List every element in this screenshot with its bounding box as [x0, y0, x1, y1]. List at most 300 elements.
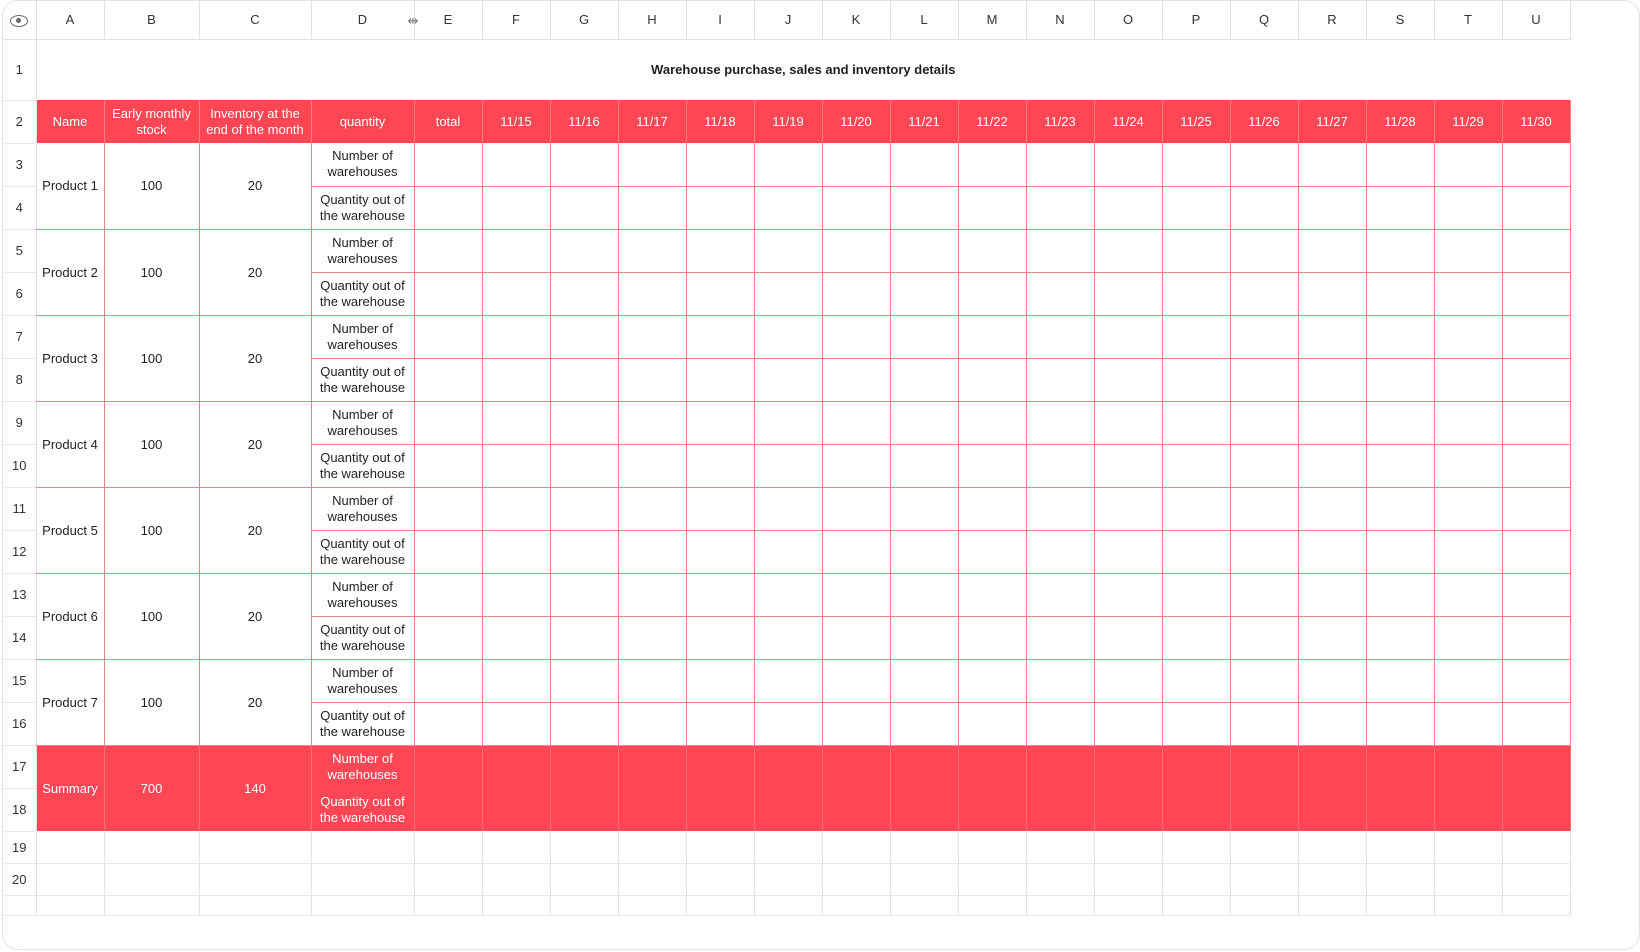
data-cell[interactable]	[1026, 315, 1094, 358]
empty-cell[interactable]	[754, 831, 822, 863]
data-cell[interactable]	[822, 444, 890, 487]
column-header[interactable]: J	[754, 1, 822, 39]
data-cell[interactable]	[618, 272, 686, 315]
summary-data-cell[interactable]	[958, 788, 1026, 831]
summary-data-cell[interactable]	[1026, 788, 1094, 831]
data-cell[interactable]	[890, 143, 958, 186]
data-cell[interactable]	[1026, 444, 1094, 487]
row-header[interactable]	[3, 895, 36, 915]
data-cell[interactable]	[550, 358, 618, 401]
data-cell[interactable]	[1298, 530, 1366, 573]
column-header[interactable]: A	[36, 1, 104, 39]
header-quantity[interactable]: quantity	[311, 100, 414, 143]
empty-cell[interactable]	[414, 863, 482, 895]
warehouse-out-label[interactable]: Quantity out of the warehouse	[311, 272, 414, 315]
data-cell[interactable]	[414, 401, 482, 444]
data-cell[interactable]	[1094, 401, 1162, 444]
column-header[interactable]: G	[550, 1, 618, 39]
empty-cell[interactable]	[686, 863, 754, 895]
data-cell[interactable]	[1434, 530, 1502, 573]
summary-early-cell[interactable]: 700	[104, 745, 199, 831]
data-cell[interactable]	[1026, 573, 1094, 616]
data-cell[interactable]	[1434, 315, 1502, 358]
row-header[interactable]: 8	[3, 358, 36, 401]
data-cell[interactable]	[1502, 229, 1570, 272]
data-cell[interactable]	[890, 530, 958, 573]
empty-cell[interactable]	[890, 895, 958, 915]
summary-data-cell[interactable]	[1230, 745, 1298, 788]
header-date[interactable]: 11/27	[1298, 100, 1366, 143]
data-cell[interactable]	[958, 659, 1026, 702]
data-cell[interactable]	[618, 143, 686, 186]
data-cell[interactable]	[1094, 272, 1162, 315]
row-header[interactable]: 7	[3, 315, 36, 358]
data-cell[interactable]	[414, 487, 482, 530]
empty-cell[interactable]	[311, 863, 414, 895]
empty-cell[interactable]	[482, 895, 550, 915]
column-header[interactable]: C	[199, 1, 311, 39]
header-date[interactable]: 11/15	[482, 100, 550, 143]
data-cell[interactable]	[1026, 702, 1094, 745]
data-cell[interactable]	[482, 358, 550, 401]
data-cell[interactable]	[958, 616, 1026, 659]
row-header[interactable]: 15	[3, 659, 36, 702]
data-cell[interactable]	[1230, 143, 1298, 186]
data-cell[interactable]	[822, 186, 890, 229]
data-cell[interactable]	[618, 659, 686, 702]
header-total[interactable]: total	[414, 100, 482, 143]
data-cell[interactable]	[1162, 358, 1230, 401]
end-inventory-cell[interactable]: 20	[199, 487, 311, 573]
summary-data-cell[interactable]	[1026, 745, 1094, 788]
data-cell[interactable]	[1434, 487, 1502, 530]
empty-cell[interactable]	[1094, 831, 1162, 863]
column-header[interactable]: B	[104, 1, 199, 39]
end-inventory-cell[interactable]: 20	[199, 229, 311, 315]
data-cell[interactable]	[958, 315, 1026, 358]
data-cell[interactable]	[550, 186, 618, 229]
empty-cell[interactable]	[1366, 863, 1434, 895]
data-cell[interactable]	[1298, 186, 1366, 229]
data-cell[interactable]	[1162, 229, 1230, 272]
select-all-corner[interactable]	[3, 1, 36, 39]
data-cell[interactable]	[1434, 702, 1502, 745]
empty-cell[interactable]	[311, 831, 414, 863]
summary-data-cell[interactable]	[618, 788, 686, 831]
end-inventory-cell[interactable]: 20	[199, 315, 311, 401]
summary-data-cell[interactable]	[1230, 788, 1298, 831]
data-cell[interactable]	[618, 186, 686, 229]
column-header[interactable]: E	[414, 1, 482, 39]
summary-data-cell[interactable]	[686, 788, 754, 831]
data-cell[interactable]	[890, 702, 958, 745]
empty-cell[interactable]	[958, 831, 1026, 863]
header-date[interactable]: 11/25	[1162, 100, 1230, 143]
row-header[interactable]: 17	[3, 745, 36, 788]
empty-cell[interactable]	[1434, 831, 1502, 863]
data-cell[interactable]	[686, 358, 754, 401]
empty-cell[interactable]	[1434, 895, 1502, 915]
data-cell[interactable]	[1162, 616, 1230, 659]
data-cell[interactable]	[482, 186, 550, 229]
empty-cell[interactable]	[822, 895, 890, 915]
empty-cell[interactable]	[1026, 863, 1094, 895]
warehouse-in-label[interactable]: Number of warehouses	[311, 659, 414, 702]
data-cell[interactable]	[1434, 358, 1502, 401]
data-cell[interactable]	[1026, 358, 1094, 401]
sheet-title[interactable]: Warehouse purchase, sales and inventory details	[36, 39, 1570, 100]
data-cell[interactable]	[890, 315, 958, 358]
data-cell[interactable]	[1230, 315, 1298, 358]
empty-cell[interactable]	[1366, 831, 1434, 863]
summary-data-cell[interactable]	[414, 745, 482, 788]
data-cell[interactable]	[754, 444, 822, 487]
summary-out-label[interactable]: Quantity out of the warehouse	[311, 788, 414, 831]
summary-data-cell[interactable]	[822, 745, 890, 788]
data-cell[interactable]	[414, 530, 482, 573]
data-cell[interactable]	[550, 315, 618, 358]
data-cell[interactable]	[1366, 616, 1434, 659]
data-cell[interactable]	[1298, 315, 1366, 358]
data-cell[interactable]	[1162, 659, 1230, 702]
data-cell[interactable]	[1502, 702, 1570, 745]
data-cell[interactable]	[482, 401, 550, 444]
data-cell[interactable]	[1366, 272, 1434, 315]
data-cell[interactable]	[822, 616, 890, 659]
end-inventory-cell[interactable]: 20	[199, 659, 311, 745]
empty-cell[interactable]	[1094, 863, 1162, 895]
data-cell[interactable]	[686, 401, 754, 444]
empty-cell[interactable]	[1094, 895, 1162, 915]
data-cell[interactable]	[1502, 487, 1570, 530]
data-cell[interactable]	[550, 530, 618, 573]
header-date[interactable]: 11/18	[686, 100, 754, 143]
empty-cell[interactable]	[1230, 895, 1298, 915]
row-header[interactable]: 18	[3, 788, 36, 831]
data-cell[interactable]	[1434, 143, 1502, 186]
data-cell[interactable]	[1366, 702, 1434, 745]
data-cell[interactable]	[1366, 444, 1434, 487]
product-name-cell[interactable]: Product 2	[36, 229, 104, 315]
data-cell[interactable]	[618, 573, 686, 616]
data-cell[interactable]	[1230, 659, 1298, 702]
row-header[interactable]: 2	[3, 100, 36, 143]
empty-cell[interactable]	[890, 831, 958, 863]
data-cell[interactable]	[1162, 444, 1230, 487]
empty-cell[interactable]	[1502, 863, 1570, 895]
data-cell[interactable]	[550, 487, 618, 530]
data-cell[interactable]	[1366, 186, 1434, 229]
data-cell[interactable]	[686, 573, 754, 616]
data-cell[interactable]	[1298, 401, 1366, 444]
row-header[interactable]: 19	[3, 831, 36, 863]
warehouse-in-label[interactable]: Number of warehouses	[311, 401, 414, 444]
early-stock-cell[interactable]: 100	[104, 659, 199, 745]
data-cell[interactable]	[1026, 186, 1094, 229]
data-cell[interactable]	[1094, 229, 1162, 272]
data-cell[interactable]	[1298, 616, 1366, 659]
data-cell[interactable]	[1230, 186, 1298, 229]
empty-cell[interactable]	[1230, 863, 1298, 895]
data-cell[interactable]	[1094, 358, 1162, 401]
data-cell[interactable]	[1230, 358, 1298, 401]
data-cell[interactable]	[1162, 143, 1230, 186]
data-cell[interactable]	[414, 702, 482, 745]
summary-data-cell[interactable]	[890, 745, 958, 788]
data-cell[interactable]	[1162, 401, 1230, 444]
data-cell[interactable]	[754, 229, 822, 272]
data-cell[interactable]	[890, 358, 958, 401]
data-cell[interactable]	[1434, 616, 1502, 659]
data-cell[interactable]	[754, 573, 822, 616]
empty-cell[interactable]	[482, 831, 550, 863]
data-cell[interactable]	[1434, 659, 1502, 702]
column-resize-handle[interactable]: ⇹	[407, 13, 419, 28]
data-cell[interactable]	[1434, 444, 1502, 487]
data-cell[interactable]	[1230, 401, 1298, 444]
row-header[interactable]: 13	[3, 573, 36, 616]
summary-data-cell[interactable]	[958, 745, 1026, 788]
data-cell[interactable]	[1162, 487, 1230, 530]
empty-cell[interactable]	[1162, 863, 1230, 895]
data-cell[interactable]	[618, 487, 686, 530]
data-cell[interactable]	[1026, 530, 1094, 573]
early-stock-cell[interactable]: 100	[104, 401, 199, 487]
empty-cell[interactable]	[199, 895, 311, 915]
data-cell[interactable]	[686, 315, 754, 358]
data-cell[interactable]	[958, 573, 1026, 616]
empty-cell[interactable]	[414, 895, 482, 915]
data-cell[interactable]	[1434, 229, 1502, 272]
data-cell[interactable]	[550, 272, 618, 315]
row-header[interactable]: 20	[3, 863, 36, 895]
summary-data-cell[interactable]	[1502, 788, 1570, 831]
data-cell[interactable]	[754, 358, 822, 401]
data-cell[interactable]	[754, 702, 822, 745]
row-header[interactable]: 4	[3, 186, 36, 229]
data-cell[interactable]	[1230, 702, 1298, 745]
data-cell[interactable]	[1502, 659, 1570, 702]
data-cell[interactable]	[890, 272, 958, 315]
data-cell[interactable]	[1298, 573, 1366, 616]
data-cell[interactable]	[1162, 315, 1230, 358]
data-cell[interactable]	[1502, 530, 1570, 573]
empty-cell[interactable]	[550, 863, 618, 895]
summary-data-cell[interactable]	[1434, 788, 1502, 831]
data-cell[interactable]	[550, 659, 618, 702]
summary-data-cell[interactable]	[1162, 745, 1230, 788]
data-cell[interactable]	[1298, 702, 1366, 745]
empty-cell[interactable]	[104, 831, 199, 863]
data-cell[interactable]	[414, 573, 482, 616]
warehouse-in-label[interactable]: Number of warehouses	[311, 229, 414, 272]
data-cell[interactable]	[1094, 186, 1162, 229]
empty-cell[interactable]	[1298, 895, 1366, 915]
data-cell[interactable]	[550, 702, 618, 745]
header-date[interactable]: 11/19	[754, 100, 822, 143]
empty-cell[interactable]	[618, 863, 686, 895]
data-cell[interactable]	[1298, 272, 1366, 315]
column-header[interactable]: F	[482, 1, 550, 39]
header-date[interactable]: 11/24	[1094, 100, 1162, 143]
data-cell[interactable]	[482, 702, 550, 745]
data-cell[interactable]	[1094, 315, 1162, 358]
data-cell[interactable]	[890, 659, 958, 702]
data-cell[interactable]	[1366, 487, 1434, 530]
product-name-cell[interactable]: Product 1	[36, 143, 104, 229]
data-cell[interactable]	[1366, 530, 1434, 573]
summary-name-cell[interactable]: Summary	[36, 745, 104, 831]
data-cell[interactable]	[1366, 358, 1434, 401]
summary-data-cell[interactable]	[1298, 745, 1366, 788]
data-cell[interactable]	[686, 444, 754, 487]
data-cell[interactable]	[686, 702, 754, 745]
header-early-stock[interactable]: Early monthly stock	[104, 100, 199, 143]
summary-data-cell[interactable]	[482, 745, 550, 788]
data-cell[interactable]	[1026, 143, 1094, 186]
empty-cell[interactable]	[1298, 863, 1366, 895]
data-cell[interactable]	[686, 229, 754, 272]
data-cell[interactable]	[1366, 659, 1434, 702]
data-cell[interactable]	[686, 659, 754, 702]
early-stock-cell[interactable]: 100	[104, 143, 199, 229]
data-cell[interactable]	[1026, 659, 1094, 702]
summary-data-cell[interactable]	[414, 788, 482, 831]
data-cell[interactable]	[1094, 530, 1162, 573]
summary-in-label[interactable]: Number of warehouses	[311, 745, 414, 788]
summary-data-cell[interactable]	[1298, 788, 1366, 831]
empty-cell[interactable]	[754, 895, 822, 915]
data-cell[interactable]	[686, 616, 754, 659]
empty-cell[interactable]	[686, 895, 754, 915]
data-cell[interactable]	[754, 401, 822, 444]
header-date[interactable]: 11/23	[1026, 100, 1094, 143]
data-cell[interactable]	[754, 186, 822, 229]
data-cell[interactable]	[1094, 487, 1162, 530]
data-cell[interactable]	[1502, 444, 1570, 487]
data-cell[interactable]	[1366, 315, 1434, 358]
row-header[interactable]: 16	[3, 702, 36, 745]
data-cell[interactable]	[1162, 530, 1230, 573]
data-cell[interactable]	[686, 143, 754, 186]
row-header[interactable]: 14	[3, 616, 36, 659]
data-cell[interactable]	[958, 530, 1026, 573]
data-cell[interactable]	[1502, 573, 1570, 616]
column-header[interactable]: M	[958, 1, 1026, 39]
data-cell[interactable]	[482, 530, 550, 573]
summary-end-cell[interactable]: 140	[199, 745, 311, 831]
data-cell[interactable]	[958, 401, 1026, 444]
data-cell[interactable]	[890, 616, 958, 659]
data-cell[interactable]	[1094, 702, 1162, 745]
end-inventory-cell[interactable]: 20	[199, 143, 311, 229]
summary-data-cell[interactable]	[482, 788, 550, 831]
empty-cell[interactable]	[1162, 895, 1230, 915]
data-cell[interactable]	[958, 229, 1026, 272]
data-cell[interactable]	[1366, 573, 1434, 616]
data-cell[interactable]	[1230, 616, 1298, 659]
column-header[interactable]: D	[311, 1, 414, 39]
empty-cell[interactable]	[822, 863, 890, 895]
empty-cell[interactable]	[618, 831, 686, 863]
column-header[interactable]: U	[1502, 1, 1570, 39]
empty-cell[interactable]	[1502, 831, 1570, 863]
empty-cell[interactable]	[890, 863, 958, 895]
data-cell[interactable]	[958, 272, 1026, 315]
data-cell[interactable]	[1094, 143, 1162, 186]
end-inventory-cell[interactable]: 20	[199, 573, 311, 659]
data-cell[interactable]	[822, 573, 890, 616]
data-cell[interactable]	[822, 272, 890, 315]
data-cell[interactable]	[414, 229, 482, 272]
empty-cell[interactable]	[550, 895, 618, 915]
data-cell[interactable]	[1026, 229, 1094, 272]
empty-cell[interactable]	[754, 863, 822, 895]
data-cell[interactable]	[1502, 616, 1570, 659]
warehouse-in-label[interactable]: Number of warehouses	[311, 315, 414, 358]
data-cell[interactable]	[1230, 530, 1298, 573]
empty-cell[interactable]	[36, 831, 104, 863]
summary-data-cell[interactable]	[1502, 745, 1570, 788]
data-cell[interactable]	[1434, 272, 1502, 315]
column-header[interactable]: L	[890, 1, 958, 39]
data-cell[interactable]	[958, 143, 1026, 186]
warehouse-in-label[interactable]: Number of warehouses	[311, 143, 414, 186]
data-cell[interactable]	[618, 315, 686, 358]
warehouse-in-label[interactable]: Number of warehouses	[311, 573, 414, 616]
data-cell[interactable]	[686, 272, 754, 315]
data-cell[interactable]	[1162, 186, 1230, 229]
data-cell[interactable]	[958, 444, 1026, 487]
header-date[interactable]: 11/21	[890, 100, 958, 143]
early-stock-cell[interactable]: 100	[104, 487, 199, 573]
data-cell[interactable]	[482, 444, 550, 487]
data-cell[interactable]	[1434, 186, 1502, 229]
row-header[interactable]: 3	[3, 143, 36, 186]
row-header[interactable]: 1	[3, 39, 36, 100]
summary-data-cell[interactable]	[550, 745, 618, 788]
data-cell[interactable]	[1434, 401, 1502, 444]
product-name-cell[interactable]: Product 7	[36, 659, 104, 745]
data-cell[interactable]	[686, 186, 754, 229]
row-header[interactable]: 11	[3, 487, 36, 530]
data-cell[interactable]	[550, 573, 618, 616]
row-header[interactable]: 10	[3, 444, 36, 487]
data-cell[interactable]	[414, 143, 482, 186]
data-cell[interactable]	[414, 186, 482, 229]
empty-cell[interactable]	[104, 895, 199, 915]
data-cell[interactable]	[1026, 272, 1094, 315]
data-cell[interactable]	[1162, 702, 1230, 745]
empty-cell[interactable]	[686, 831, 754, 863]
column-header[interactable]: K	[822, 1, 890, 39]
data-cell[interactable]	[1502, 186, 1570, 229]
data-cell[interactable]	[1502, 143, 1570, 186]
data-cell[interactable]	[1230, 487, 1298, 530]
empty-cell[interactable]	[36, 863, 104, 895]
data-cell[interactable]	[822, 530, 890, 573]
data-cell[interactable]	[1298, 487, 1366, 530]
data-cell[interactable]	[890, 401, 958, 444]
data-cell[interactable]	[1366, 401, 1434, 444]
data-cell[interactable]	[414, 358, 482, 401]
empty-cell[interactable]	[958, 895, 1026, 915]
data-cell[interactable]	[1026, 487, 1094, 530]
data-cell[interactable]	[550, 444, 618, 487]
summary-data-cell[interactable]	[1094, 788, 1162, 831]
empty-cell[interactable]	[36, 895, 104, 915]
data-cell[interactable]	[822, 487, 890, 530]
